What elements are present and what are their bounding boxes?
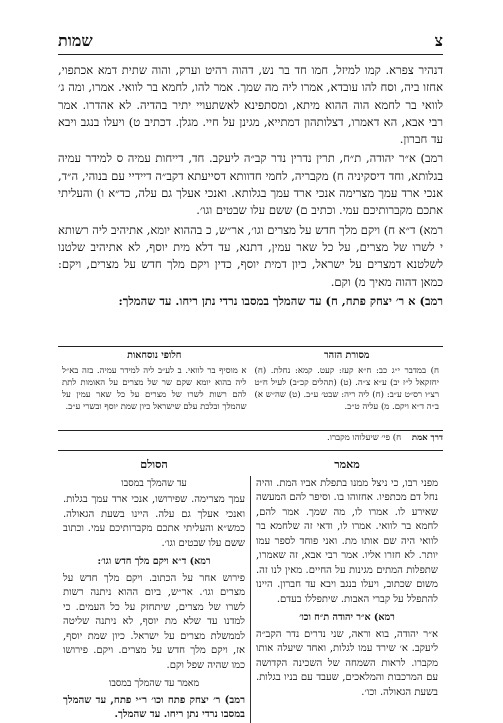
commentary-left-text2: פירוש אחר על הכתוב. ויקם מלך חדש על מצרים וגו׳. אר״ש, ביום ההוא ניתנה רשות לשרו של מצרים, שיתחזק על כל העמים. כי למדנו עד שלא מת יוסף, לא ניתנה שליטה לממשלת מצרים על ישראל. כיון שמת יוסף, אז, ויקם מלך חדש על מצרים. ויקם. פירושו כמו שהיה שפל וקם.: [63, 572, 245, 671]
notes-right-title: מסורת הזהר: [324, 350, 370, 361]
commentary-right-text2: א״ר יהודה, בוא וראה, שני נדרים נדר הקב״ה ליעקב. א׳ שירד עמו לגלות, ואחד שיעלה אותו מקברו. לראות השמחה של השכינה הקדושה עם המרכבות והמלאכים, שעבד עם בניו בגלות. בשעת הגאולה. וכו׳.: [256, 628, 438, 698]
main-paragraph: דנהיר צפרא. קמו למיזל, חמו חד בר נש, דהוה רהיט וערק, והוה שתית דמא אכתפוי, אחזו ביה, וסח להו עובדא, אמרו ליה מה שמך. אמר להו, לחמא בר לוואי. אמרו, ומה ג׳ לוואי בר לחמא הוה ההוא מיתא, ומסתפינא לאשתעויי יתיר בהדיה. לא אהדרו. אמר רבי אבא, הא דאמרו, דצלותהון דמתייא, מגינן על חיי. מגלן. דכתיב ט) ויעלו בנגב ויבא עד חברון.: [58, 63, 443, 147]
commentary-right-text: מפני רבו, כי ניצל ממנו בתפלת אביו המת. והיה נחל דם מכתפיו. אחזוהו בו. וסיפר להם המעשה שאירע לו. אמרו לו, מה שמך. אמר להם, לחמא בר לוואי. אמרו לו, ודאי זה שלחמא בר לוואי היה שם אותו מת. ואני פוחד לספר עמו יותר. לא חזרו אליו. אמר רבי אבא, זה שאמרו, שתפלות המתים מגינות על החיים. מאין לנו זה. משום שכתוב, ויעלו בנגב ויבא עד חברון. היינו להתפלל על קברי האבות. שיתפללו בעדם.: [256, 477, 438, 605]
page-header: [58, 30, 443, 52]
page-title: שמות: [58, 31, 93, 50]
commentary-left-title: הסולם: [140, 458, 168, 471]
commentary-right-subheading: רמא) א״ר יהודה ת״ח וכו׳: [299, 612, 395, 623]
commentary-left-subheading: רמא) ד״א ויקם מלך חדש וגו׳:: [97, 556, 211, 567]
notes-left-title: חלופי נוסחאות: [127, 350, 182, 361]
main-text: [58, 62, 443, 312]
small-line: [58, 432, 443, 443]
notes-left-column: [58, 350, 251, 430]
main-paragraph: רמב) א״ר יהודה, ת״ח, תרין נדרין נדר קב״ה ליעקב. חד, דייחות עמיה ס למידר עמיה בגלותא, וחד דיסקיניה ח) מקבריה, לחמי חדוותא דסייעתא דקב״ה דיידיי עם בנוהי, ה״ד, אנכי ארד עמך מצרימה אנכי ארד עמך בגלותא. ואנכי אעלך גם עלה, כד״א ו) והעליתי אתכם מקברותיכם עמי. וכתיב ם) ששם עלו שבטים וגו׳.: [58, 151, 443, 218]
main-paragraph: רמב) א ר׳ יצחק פתח, ח) עד שהמלך במסבו נרדי נתן ריחו. עד שהמלך:: [118, 293, 443, 308]
notes-section: [58, 350, 443, 430]
commentary-left-subheading2: מאמר עד שהמלך במסבו: [108, 678, 200, 689]
commentary-left-text3: רמב) ר׳ יצחק פתח וכו׳ ר״י פתח, עד שהמלך במסבו נרדי נתן ריחו. עד שהמלך.: [63, 694, 245, 720]
commentary-left-text: עמך מצרימה. שפירושו, אנכי ארד עמך בגלות. ואנכי אעלך גם עלה. היינו בשעת הגאולה. כמש״א והעליתי אתכם מקברותיכם עמי. וכתוב ששם עלו שבטים וגו׳.: [63, 494, 245, 549]
page-letter: צ: [434, 31, 443, 50]
small-line-rule: [58, 430, 443, 431]
commentary-rule: [58, 450, 443, 451]
main-paragraph: רמא) ד״א ח) ויקם מלך חדש על מצרים וגו׳, אר״ש, כ בההוא יומא, אתיהיב ליה רשותא י לשרו של מצרים, על כל שאר עמין, דתנא, עד דלא מית יוסף, לא אתיהיב שלטנו לשלטנא דמצרים על ישראל, כיון דמית יוסף, כדין ויקם מלך חדש על מצרים, ויקם: כמאן דהוה מאיך מ) וקם.: [58, 222, 443, 289]
commentary-left-subheading-top: עד שהמלך במסבו: [121, 477, 187, 489]
notes-right-column: [251, 350, 444, 430]
commentary-section: [58, 458, 443, 723]
notes-left-text: א מוסיף בר לוואי. ב לע״ב ליה למידר עמיה. בזה בא״ל ליה בהוא יומא שקם שר של מצרים על האומות לתת להם רשות לשרו של מצרים על כל שאר עמין על שהמלך ובלכת עלם שישראל כיון שמת יוסף ובשרי ע״ב.: [62, 366, 247, 412]
commentary-left-column: [58, 458, 250, 723]
small-line-label: דרך אמת: [411, 433, 443, 443]
small-line-text: ח) פי׳ שיעלוהו מקברו.: [327, 433, 402, 443]
notes-right-text: ח) במדבר י״ג כב: ח״א קעז: קעט. קמא: נחלת. (ח) יחזקאל ל״ז יב) ע״א צ״ה. (ט) (תהלים קכ״ב) לעיל ח״ט רצ״ו רס״ט ע״ב: (ח) ליה ריה: שבט׳ ע״ב. (ט) שה״ש א) ב״ה ד״א ויקם. מ) עליה ט״ב.: [254, 366, 439, 412]
commentary-right-title: מאמר: [334, 458, 360, 471]
commentary-right-column: [251, 458, 443, 723]
column-divider: [250, 476, 251, 723]
notes-rule: [58, 346, 443, 347]
header-rule: [58, 54, 443, 55]
